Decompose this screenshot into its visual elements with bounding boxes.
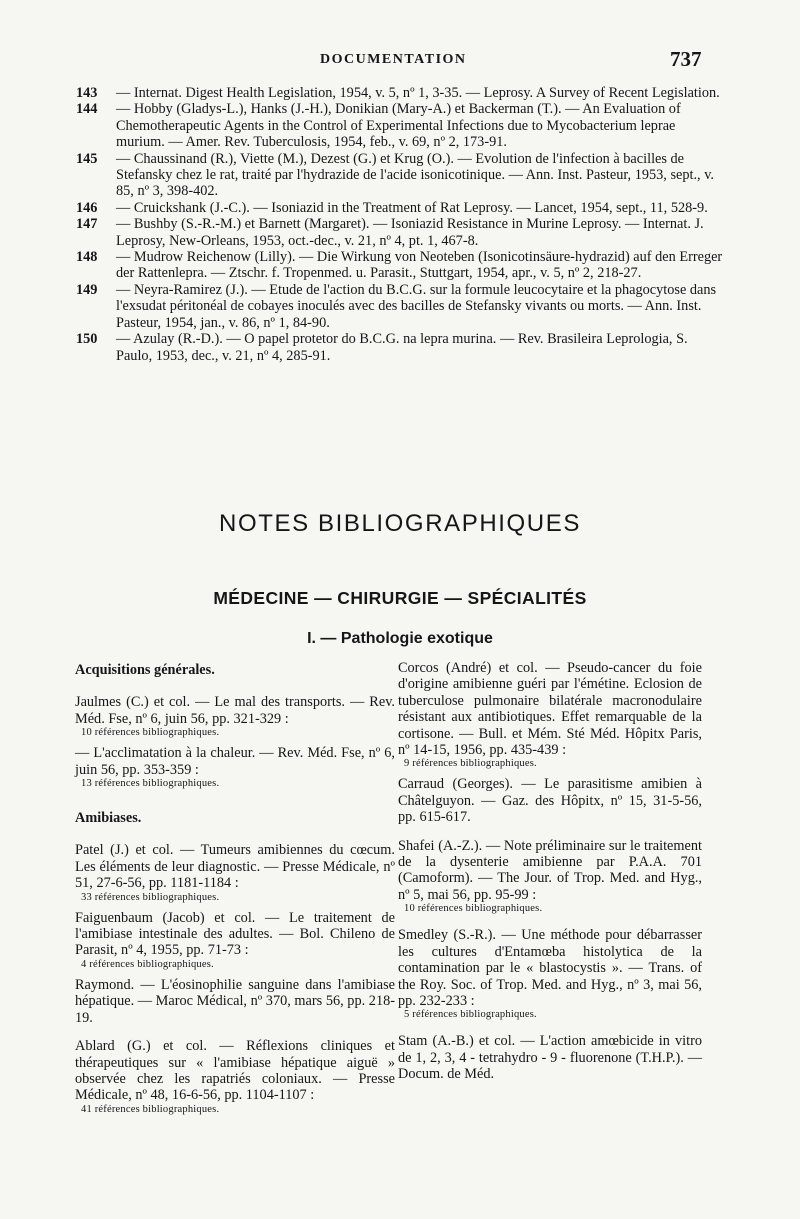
reference-text: — Mudrow Reichenow (Lilly). — Die Wirkung von Neoteben (Isonicotinsäure-hydrazid) auf den Erreger der Rattenlepra. — Ztschr. f. Tropenmed. u. Parasit., Stuttgart, 1954, apr., v. 5, nº 2, 218-27. [116,249,723,282]
bibliography-entry [75,1038,395,1116]
reference-item [76,282,726,331]
reference-number: 147 [76,216,98,233]
entry-text: Patel (J.) et col. — Tumeurs amibiennes du cœcum. Les éléments de leur diagnostic. — Presse Médicale, nº 51, 27-6-56, pp. 1181-1184 : [75,842,395,892]
category-heading: Amibiases. [75,810,142,827]
reference-item [76,101,726,150]
reference-item [76,249,726,282]
entry-refs-count: 33 références bibliographiques. [81,891,220,903]
reference-text: — Internat. Digest Health Legislation, 1954, v. 5, nº 1, 3-35. — Leprosy. A Survey of Recent Legislation. [116,85,720,101]
left-column [75,660,395,1122]
bibliography-entry [75,745,395,790]
section-title: MÉDECINE — CHIRURGIE — SPÉCIALITÉS [213,588,587,608]
reference-number: 143 [76,85,98,101]
entry-text: Shafei (A.-Z.). — Note préliminaire sur le traitement de la dysenterie amibienne par P.A.A. 701 (Camoform). — The Jour. of Trop. Med. and Hyg., nº 5, mai 56, pp. 95-99 : [398,837,702,903]
entry-refs-count: 13 références bibliographiques. [81,778,220,790]
reference-number: 145 [76,150,98,167]
reference-number: 146 [76,199,98,216]
entry-text: Stam (A.-B.) et col. — L'action amœbicide in vitro de 1, 2, 3, 4 - tetrahydro - 9 - fluorenone (T.H.P.). — Docum. de Méd. [398,1033,702,1083]
bibliography-entry [75,910,395,971]
reference-text: — Neyra-Ramirez (J.). — Etude de l'action du B.C.G. sur la formule leucocytaire et la phagocytose dans l'exsudat péritonéal de cobayes inoculés avec des bacilles de Stefansky vivants ou morts. — Ann. Inst. Pasteur, 1954, jan., v. 86, nº 1, 84-90. [116,281,717,331]
subsection-title: I. — Pathologie exotique [307,630,493,647]
bibliography-entry [398,776,702,825]
reference-item [76,85,726,101]
entry-text: Corcos (André) et col. — Pseudo-cancer du foie d'origine amibienne guéri par l'émétine. Eclosion de tuberculose pulmonaire bilatérale macronodulaire résistant aux antibiotiques. Effet remarquable de la cortisone. — Bull. et Mém. Sté Méd. Hôpitx Paris, nº 14-15, 1956, pp. 435-439 : [398,660,702,759]
entry-refs-count: 10 références bibliographiques. [404,903,543,915]
entry-refs-count: 10 références bibliographiques. [81,727,220,739]
entry-text: — L'acclimatation à la chaleur. — Rev. Méd. Fse, nº 6, juin 56, pp. 353-359 : [75,745,395,778]
reference-item [76,216,726,249]
page-number: 737 [670,47,702,71]
entry-refs-count: 41 références bibliographiques. [81,1103,220,1115]
bibliography-entry [398,838,702,916]
reference-text: — Azulay (R.-D.). — O papel protetor do B.C.G. na lepra murina. — Rev. Brasileira Leprologia, S. Paulo, 1953, dec., v. 21, nº 4, 285-91. [116,331,688,364]
reference-text: — Cruickshank (J.-C.). — Isoniazid in the Treatment of Rat Leprosy. — Lancet, 1954, sept., 11, 528-9. [116,199,708,216]
entry-refs-count: 9 références bibliographiques. [404,758,537,770]
entry-text: Faiguenbaum (Jacob) et col. — Le traitement de l'amibiase intestinale des adultes. — Bol. Chileno de Parasit, nº 4, 1955, pp. 71-73 : [75,909,395,959]
reference-text: — Chaussinand (R.), Viette (M.), Dezest (G.) et Krug (O.). — Evolution de l'infection à bacilles de Stefansky chez le rat, traité par l'hydrazide de l'acide isonicotinique. — Ann. Inst. Pasteur, 1953, sept., v. 85, nº 3, 398-402. [116,150,714,200]
reference-number: 149 [76,281,98,298]
reference-item [76,331,726,364]
entry-text: Smedley (S.-R.). — Une méthode pour débarrasser les cultures d'Entamœba histolytica de la contamination par le « blastocystis ». — Trans. of the Roy. Soc. of Trop. Med. and Hyg., nº 3, mai 56, pp. 232-233 : [398,927,702,1009]
bibliography-entry [75,977,395,1026]
bibliography-entry [398,927,702,1021]
reference-number: 148 [76,249,98,266]
entry-text: Carraud (Georges). — Le parasitisme amibien à Châtelguyon. — Gaz. des Hôpitx, nº 15, 31-5-56, pp. 615-617. [398,776,702,826]
bibliography-entry [75,842,395,903]
running-title: DOCUMENTATION [320,52,467,67]
reference-item [76,151,726,200]
entry-refs-count: 4 références bibliographiques. [81,958,214,970]
right-column [398,660,702,1089]
entry-text: Jaulmes (C.) et col. — Le mal des transports. — Rev. Méd. Fse, nº 6, juin 56, pp. 321-329 : [75,694,395,727]
reference-item [76,200,726,216]
reference-text: — Hobby (Gladys-L.), Hanks (J.-H.), Donikian (Mary-A.) et Backerman (T.). — An Evaluation of Chemotherapeutic Agents in the Control of Experimental Infections due to Mycobacterium leprae murium. — Amer. Rev. Tuberculosis, 1954, feb., v. 69, nº 2, 173-91. [116,101,681,151]
reference-number: 144 [76,101,98,118]
bibliography-entry [398,1033,702,1082]
reference-number: 150 [76,331,98,348]
notes-title: NOTES BIBLIOGRAPHIQUES [219,510,581,537]
reference-text: — Bushby (S.-R.-M.) et Barnett (Margaret). — Isoniazid Resistance in Murine Leprosy. — Internat. J. Leprosy, New-Orleans, 1953, oct.-dec., v. 21, nº 4, pt. 1, 467-8. [116,216,704,249]
entry-text: Raymond. — L'éosinophilie sanguine dans l'amibiase hépatique. — Maroc Médical, nº 370, mars 56, pp. 218-19. [75,976,395,1026]
running-head [0,47,800,74]
reference-list [76,85,726,364]
bibliography-entry [398,660,702,770]
bibliography-entry [75,694,395,739]
entry-refs-count: 5 références bibliographiques. [404,1009,537,1021]
entry-text: Ablard (G.) et col. — Réflexions cliniques et thérapeutiques sur « l'amibiase hépatique aiguë » observée chez les rapatriés coloniaux. — Presse Médicale, nº 48, 16-6-56, pp. 1104-1107 : [75,1038,395,1104]
category-heading: Acquisitions générales. [75,662,215,678]
